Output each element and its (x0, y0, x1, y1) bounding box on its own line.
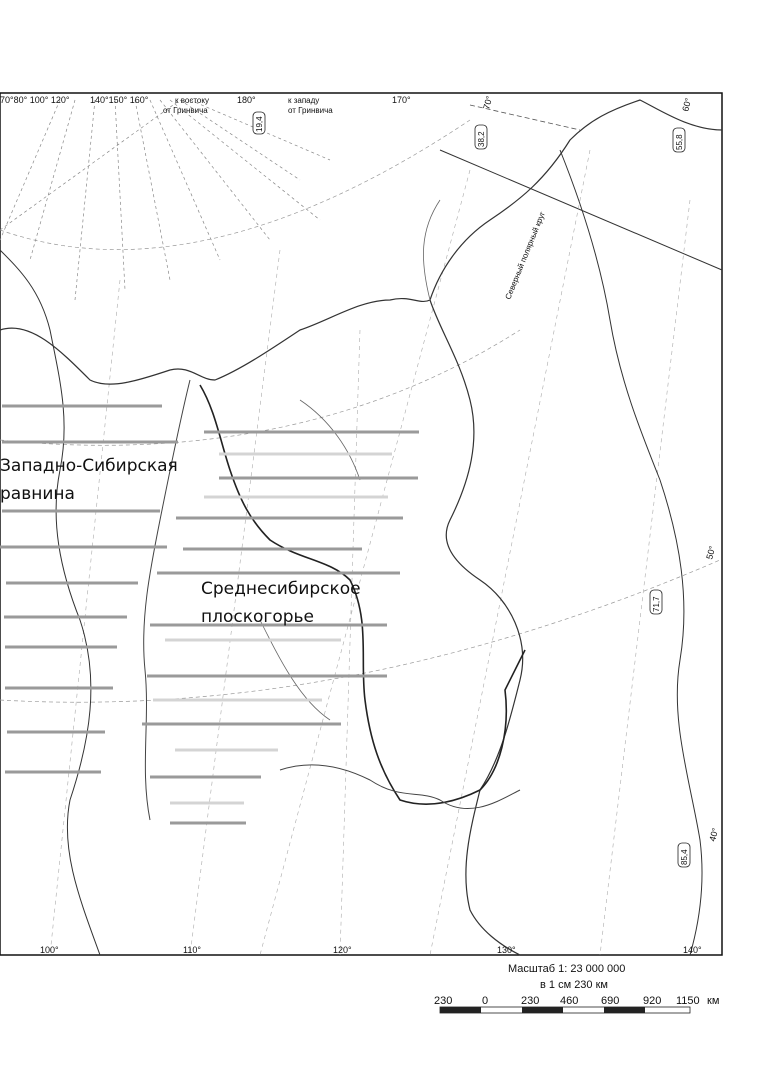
west-siberian-line1: Западно-Сибирская (0, 456, 178, 476)
central-siberian-line2: плоскогорье (201, 607, 314, 627)
lat-70-label: 70° (481, 94, 495, 111)
svg-text:460: 460 (560, 995, 579, 1007)
svg-text:71,7: 71,7 (652, 596, 661, 612)
scale-subtitle: в 1 см 230 км (540, 979, 608, 991)
lon-labels-left: 70°80° 100° 120° (0, 95, 70, 105)
lat-40-label: 40° (707, 826, 721, 843)
svg-text:230: 230 (434, 995, 453, 1007)
map-border (0, 93, 722, 955)
svg-text:55,8: 55,8 (675, 134, 684, 150)
west-of-greenwich-line1: к западу (288, 96, 320, 105)
west-siberian-line2: равнина (0, 484, 75, 504)
scale-ticks (434, 995, 719, 1007)
marker-55-8 (673, 128, 685, 152)
bottom-lon-130: 130° (497, 945, 516, 955)
marker-38-2 (475, 125, 487, 149)
scale-bar (440, 1007, 690, 1013)
lon-labels-mid: 140°150° 160° (90, 95, 149, 105)
lat-60-top-label: 60° (680, 96, 694, 113)
west-of-greenwich-line2: от Гринвича (288, 106, 333, 115)
scale-title: Масштаб 1: 23 000 000 (508, 963, 626, 975)
svg-text:690: 690 (601, 995, 620, 1007)
bottom-lon-120: 120° (333, 945, 352, 955)
graticule-rays (0, 100, 330, 300)
coastline-west (0, 250, 100, 955)
arctic-circle-label: Северный полярный круг (503, 210, 548, 301)
east-of-greenwich-line2: от Гринвича (163, 106, 208, 115)
lon-170-label: 170° (392, 95, 411, 105)
river-yenisei (144, 380, 190, 820)
central-siberian-line1: Среднесибирское (201, 579, 361, 599)
svg-text:230: 230 (521, 995, 540, 1007)
svg-text:85,4: 85,4 (680, 849, 689, 865)
svg-text:38,2: 38,2 (477, 131, 486, 147)
arctic-circle-line (440, 150, 722, 270)
svg-text:км: км (707, 995, 720, 1007)
marker-19-4 (253, 112, 265, 134)
coastline-east (560, 150, 702, 955)
svg-text:0: 0 (482, 995, 489, 1007)
lat-50-label: 50° (704, 544, 718, 561)
coastline (0, 100, 722, 955)
svg-text:19,4: 19,4 (255, 116, 264, 132)
svg-text:920: 920 (643, 995, 662, 1007)
marker-85-4 (678, 843, 690, 867)
bottom-lon-140: 140° (683, 945, 702, 955)
lon-180-label: 180° (237, 95, 256, 105)
graticule-meridians (50, 150, 690, 955)
west-siberian-plain-label (0, 452, 178, 508)
bottom-lon-100: 100° (40, 945, 59, 955)
central-siberian-plateau-label (201, 575, 361, 631)
marker-71-7 (650, 590, 662, 614)
east-of-greenwich-line1: к востоку (175, 96, 209, 105)
svg-text:1150: 1150 (676, 995, 700, 1007)
bottom-lon-110: 110° (183, 945, 201, 955)
